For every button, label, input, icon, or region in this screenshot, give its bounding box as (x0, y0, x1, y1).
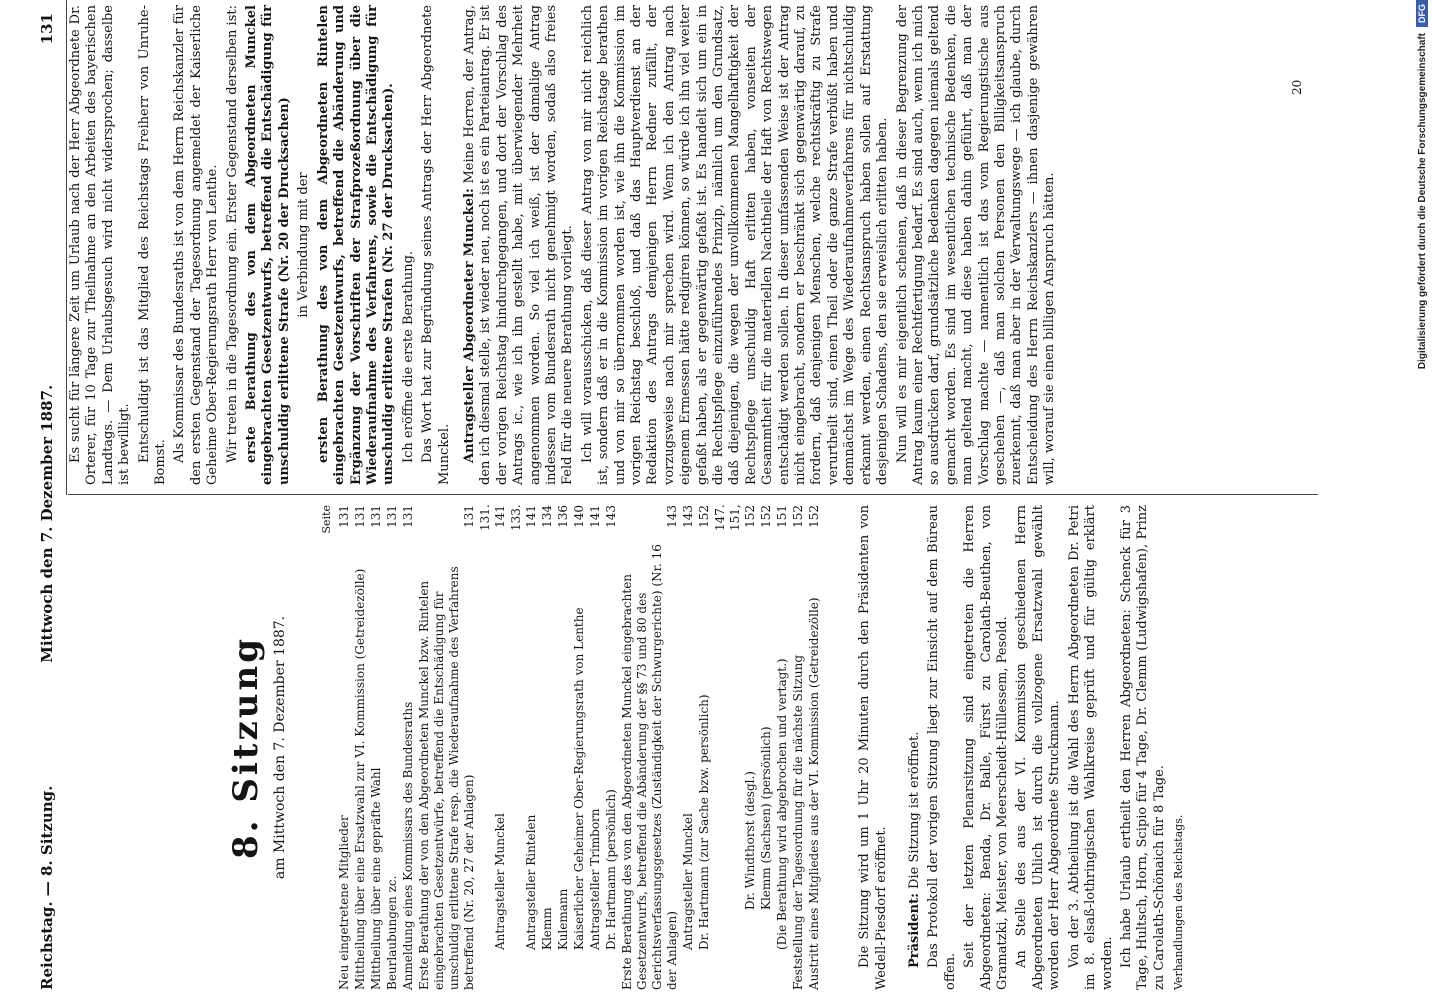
session-title: 8. Sitzung (226, 635, 266, 860)
toc-entry-page: 143 (604, 505, 619, 528)
toc-entry-text: Erste Berathung der von den Abgeordneten Munckel bzw. Rintelen eingebrachten Gesetzentwürfe, betreffend die Entschädigung für unschuldig erlittene Strafe resp. die Wiederaufnahme des Verfahrens betreffend (Nr. 20, 27 der Anlagen) (417, 566, 477, 990)
toc-entry-text: Austritt eines Mitgliedes aus der VI. Kommission (Getreidezölle) (807, 597, 822, 990)
toc-entry (556, 505, 571, 990)
toc-entry-page: 136 (556, 505, 571, 528)
new-members-paragraph: Seit der letzten Plenarsitzung sind eingetreten die Herren Abgeordneten: Benda, Dr. Balle, Fürst zu Carolath-Beuthen, von Gramatzki, Meister, von Meerscheidt-Hüllessem, Pesold. (962, 505, 1011, 990)
header-date: Mittwoch den 7. Dezember 1887. (38, 384, 56, 663)
president-text: Die Sitzung ist eröffnet. (907, 731, 923, 889)
header-rule (66, 0, 67, 495)
speech-text-1: Meine Herren, der Antrag, den ich diesmal stelle, ist wieder neu, noch ist es ein Parteiantrag. Er ist der vorigen Reichstag hindurchgegangen, und dort der Vorschlag des Antrags ic., wie ich ihn gestellt habe, mit überwiegender Mehrheit angenommen worden. So viel ich weiß, ist der damalige Antrag indessen vom Bundesrath nicht genehmigt worden, sodaß also freies Feld für die neuere Berathung vorliegt. (461, 5, 576, 485)
signature-mark: 20 (1290, 79, 1304, 95)
toc-entry-text: Neu eingetretene Mitglieder (337, 815, 352, 990)
toc-entry-text: Erste Berathung des von den Abgeordneten Munckel eingebrachten Gesetzentwurfs, betreffend die Abänderung der §§ 73 und 80 des Gerichtsverfassungsgesetzes (Zuständigkeit der Schwurgerichte) (Nr. 16 der Anlagen) (620, 544, 680, 990)
paragraph-open-debate: Ich eröffne die erste Berathung. (400, 250, 416, 463)
toc-entry-text: Dr. Hartmann (zur Sache bzw. persönlich) (697, 694, 712, 950)
opening-paragraph: Die Sitzung wird um 1 Uhr 20 Minuten durch den Präsidenten von Wedell-Piesdorf eröffnet. (857, 505, 889, 990)
toc-entry (478, 505, 508, 990)
toc-entry (401, 505, 416, 990)
toc-entry-page: 131 (369, 505, 384, 528)
toc-entry-page: 152 (791, 505, 806, 528)
digitization-sidebar (1408, 0, 1432, 1000)
president-label: Präsident: (907, 893, 923, 968)
header-right (38, 13, 56, 663)
toc-entry-text: Kulemann (556, 888, 571, 950)
paragraph-word: Das Wort hat zur Begründung seines Antrags der Herr Abgeordnete Munckel. (420, 5, 452, 485)
agenda-item-2: ersten Berathung des von dem Abgeordneten Rintelen eingebrachten Gesetzentwurfs, betreffend die Abänderung und Ergänzung der Vorschriften der Strafprozeßordnung über die Wiederaufnahme des Verfahrens, sowie die Entschädigung für unschuldig erlittene Strafen (Nr. 27 der Drucksachen). (315, 5, 397, 485)
toc-entry-page: 152 (759, 505, 774, 528)
paragraph-commissar: Als Kommissar des Bundesraths ist von dem Herrn Reichskanzler für den ersten Gegenstand der Tagesordnung angemeldet der Kaiserliche Geheime Ober-Regierungsrath Herr von Lenthe. (172, 5, 221, 485)
table-of-contents (337, 505, 822, 990)
toc-entry (713, 505, 758, 990)
toc-entry (620, 505, 680, 990)
toc-entry-page: 131 (353, 505, 368, 528)
agenda-item-1: erste Berathung des von dem Abgeordneten Munckel eingebrachten Gesetzentwurfs, betreffend die Entschädigung für unschuldig erlittene Strafe (Nr. 20 der Drucksachen) (244, 5, 292, 485)
toc-entry-text: Mittheilung über eine gepräfte Wahl (369, 767, 384, 990)
toc-entry-text: Antragsteller Trimborn (588, 808, 603, 950)
minutes-paragraph: Das Protokoll der vorigen Sitzung liegt zur Einsicht auf dem Büreau offen. (926, 505, 958, 990)
toc-entry-text: Dr. Hartmann (persönlich) (604, 789, 619, 950)
toc-entry-page: 131 (462, 505, 477, 528)
header-left: Reichstag. — 8. Sitzung. (38, 785, 56, 990)
agenda-join: in Verbindung mit der (296, 172, 312, 318)
paragraph-urlaub: Es sucht für längere Zeit um Urlaub nach der Herr Abgeordnete Dr. Orterer, für 10 Tage zur Theilnahme an den Arbeiten des bayerischen Landtags. — Dem Urlaubsgesuch wird nicht widersprochen; dasselbe ist bewilligt. (68, 5, 133, 485)
toc-entry-page: 152 (697, 505, 712, 528)
speech-paragraph-1 (462, 5, 577, 485)
toc-entry (572, 505, 587, 990)
sidebar-credit-text: Digitalisierung gefördert durch die Deutsche Forschungsgemeinschaft (1416, 33, 1428, 370)
toc-entry-page: 141 (588, 505, 603, 528)
toc-entry-page: 147. 151, 152 (713, 504, 758, 531)
dfg-logo: DFG (1416, 0, 1428, 27)
commission-paragraph: An Stelle des aus der VI. Kommission geschiedenen Herrn Abgeordneten Uhlich ist durch die vollzogene Ersatzwahl gewählt worden der Herr Abgeordnete Struckmann. (1014, 505, 1063, 990)
toc-entry (807, 505, 822, 990)
toc-entry (385, 505, 400, 990)
toc-entry (681, 505, 696, 990)
election-paragraph: Von der 3. Abtheilung ist die Wahl des Herrn Abgeordneten Dr. Petri im 8. elsaß-lothringischen Wahlkreise geprüft und für gültig erklärt worden. (1066, 505, 1115, 990)
toc-entry-text: (Die Berathung wird abgebrochen und vertagt.) (775, 658, 790, 950)
toc-entry-page: 151 (775, 505, 790, 528)
toc-entry-text: Mittheilung über eine Ersatzwahl zur VI. Kommission (Getreidezölle) (353, 568, 368, 990)
toc-entry-page: 133. 141 (509, 504, 539, 531)
toc-entry-text: Kaiserlicher Geheimer Ober-Regierungsrath von Lenthe (572, 607, 587, 950)
toc-page-label: Seite (319, 505, 333, 534)
right-column (68, 5, 1308, 485)
toc-entry-page: 131 (385, 505, 400, 528)
toc-entry (791, 505, 806, 990)
toc-entry (353, 505, 368, 990)
toc-entry-page: 143 (681, 505, 696, 528)
session-date: am Mittwoch den 7. Dezember 1887. (272, 615, 289, 880)
column-divider (68, 494, 1318, 495)
toc-entry-page: 134 (540, 505, 555, 528)
toc-entry-page: 131 (401, 505, 416, 528)
toc-entry (759, 505, 774, 990)
toc-entry-page: 152 (807, 505, 822, 528)
page-number: 131 (38, 13, 56, 45)
president-paragraph (907, 505, 923, 990)
toc-entry-text: Antragsteller Rintelen (524, 814, 539, 950)
toc-entry-text: Antragsteller Munckel (681, 813, 696, 950)
toc-entry-page: 131. 141 (478, 504, 508, 531)
leave-paragraph: Ich habe Urlaub ertheilt den Herren Abgeordneten: Schenck für 3 Tage, Hultsch, Horn, Scipio für 4 Tage, Dr. Clemm (Ludwigshafen), Prinz zu Carolath-Schönaich für 8 Tage. (1118, 505, 1167, 990)
toc-entry-text: Klemm (540, 907, 555, 950)
speech-paragraph-3: Nun will es mir eigentlich scheinen, daß in dieser Begrenzung der Antrag kaum einer Rechtfertigung bedarf. Es sind auch, wenn ich mich so ausdrücken darf, grundsätzliche Bedenken dagegen niemals geltend gemacht worden. Es sind im wesentlichen technische Bedenken, die man geltend macht, und diese haben dahin geführt, daß man der Vorschlag machte — namentlich ist das vom Regierungstische aus geschehen —, daß man solchen Personen den Billigkeitsanspruch zuerkennt, daß man aber in der Verwaltungswege — ich glaube, durch Entscheidung des Herrn Reichskanzlers — ihnen dasjenige gewähren will, worauf sie einen billigen Anspruch hätten. (894, 5, 1058, 485)
toc-entry (604, 505, 619, 990)
toc-entry (509, 505, 539, 990)
toc-entry-text: Beurlaubungen zc. (385, 875, 400, 990)
toc-entry-text: Feststellung der Tagesordnung für die nächste Sitzung (791, 654, 806, 990)
footer-note: Verhandlungen des Reichstags. (1172, 814, 1186, 990)
toc-entry-page: 140 (572, 505, 587, 528)
toc-entry (337, 505, 352, 990)
toc-entry-text: Klemm (Sachsen) (persönlich) (759, 726, 774, 910)
toc-entry-page: 143 (665, 505, 680, 528)
left-column (68, 505, 1308, 990)
toc-entry (369, 505, 384, 990)
speech-paragraph-2: Ich will vorausschicken, daß dieser Antrag von mir nicht reichlich ist, sondern daß er in die Kommission im vorigen Reichstage berathen und von mir so übernommen worden ist, wie ihn die Kommission im vorigen Reichstag beschloß, und daß das Hauptverdienst an der Redaktion des Antrags demjenigen Herrn Redner zufällt, der vorzugsweise nach mir sprechen wird. Wenn ich den Antrag nach eigenem Ermessen hätte redigiren können, so würde ich ihn viel weiter gefaßt haben, als er gegenwärtig gefaßt ist. Es handelt sich um ein in die Rechtspflege einzuführendes Prinzip, nämlich um den Grundsatz, daß diejenigen, die wegen der unvollkommenen Mangelhaftigkeit der Rechtspflege unschuldig Haft erlitten haben, vonseiten der Gesammtheit für die materiellen Nachtheile der Haft von Rechtswegen entschädigt werden sollen. In dieser umfassenden Weise ist der Antrag nicht eingebracht, sondern er beschränkt sich gegenwärtig darauf, zu fordern, daß denjenigen Menschen, welche rechtskräftig zu Strafe verurtheilt sind, einen Theil oder die ganze Strafe verbüßt haben und demnächst im Wege des Wiederaufnahmeverfahrens für nichtschuldig erkannt werden, einen Rechtsanspruch haben sollen auf Erstattung desjenigen Schadens, den sie erweislich erlitten haben. (579, 5, 891, 485)
paragraph-agenda-intro: Wir treten in die Tagesordnung ein. Erster Gegenstand derselben ist: (224, 5, 240, 463)
sidebar-credit (1410, 0, 1432, 1000)
page-header (28, 5, 68, 990)
toc-entry-text: Dr. Windthorst (desgl.) (743, 771, 758, 910)
toc-entry (417, 505, 477, 990)
toc-entry (697, 505, 712, 990)
toc-entry-text: Anmeldung eines Kommissars des Bundesraths (401, 701, 416, 990)
toc-entry (775, 505, 790, 990)
toc-entry (540, 505, 555, 990)
toc-entry (588, 505, 603, 990)
speaker-label: Antragsteller Abgeordneter Munckel: (461, 188, 477, 463)
toc-entry-page: 131 (337, 505, 352, 528)
toc-entry-text: Antragsteller Munckel (493, 813, 508, 950)
paragraph-excused: Entschuldigt ist das Mitglied des Reichstags Freiherr von Unruhe-Bomst. (136, 5, 169, 485)
